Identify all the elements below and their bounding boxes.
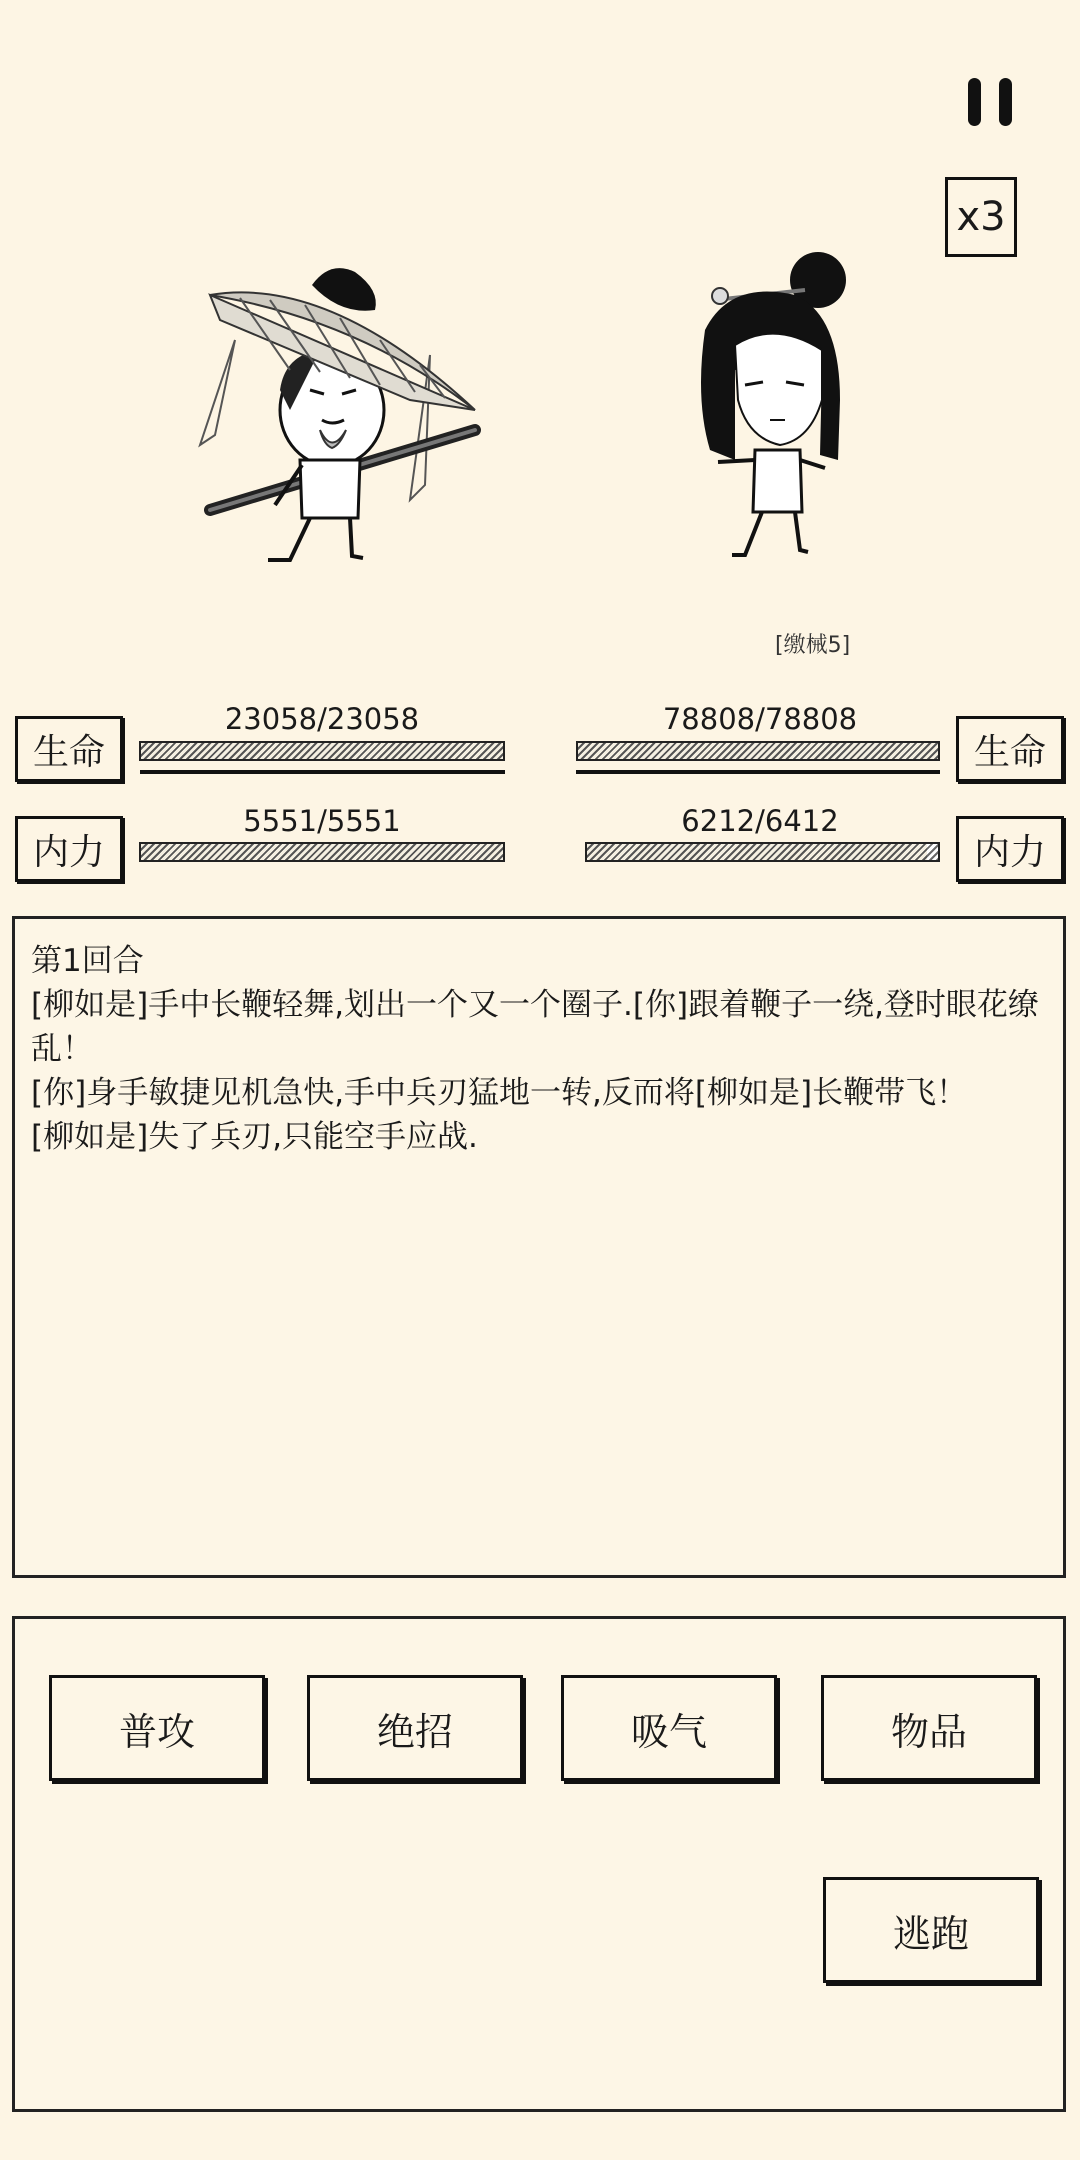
attack-button[interactable]: 普攻 [49, 1675, 265, 1781]
pause-button[interactable] [968, 78, 1012, 128]
player-mp-bar [139, 842, 505, 862]
action-panel [12, 1616, 1066, 2112]
speed-button[interactable]: x3 [945, 177, 1017, 257]
enemy-mp-label: 内力 [956, 816, 1064, 882]
enemy-hp-label: 生命 [956, 716, 1064, 782]
log-line: 第1回合 [31, 943, 144, 979]
flee-button[interactable]: 逃跑 [823, 1877, 1039, 1983]
player-hp-bar [139, 741, 505, 761]
enemy-character [690, 250, 870, 560]
player-hp-label: 生命 [15, 716, 123, 782]
enemy-debuff-label: [缴械5] [775, 633, 851, 658]
breathe-button[interactable]: 吸气 [561, 1675, 777, 1781]
log-line: [柳如是]手中长鞭轻舞,划出一个又一个圈子.[你]跟着鞭子一绕,登时眼花缭乱！ [31, 987, 1039, 1067]
enemy-mp-value: 6212/6412 [681, 804, 839, 838]
enemy-mp-fill [587, 844, 927, 860]
player-mp-label: 内力 [15, 816, 123, 882]
player-hp-value: 23058/23058 [224, 702, 420, 736]
player-character [180, 260, 500, 570]
enemy-mp-bar [585, 842, 940, 862]
battle-log[interactable] [12, 916, 1066, 1578]
enemy-hp-value: 78808/78808 [662, 702, 858, 736]
log-line: [你]身手敏捷见机急快,手中兵刃猛地一转,反而将[柳如是]长鞭带飞！ [31, 1075, 968, 1111]
skill-button[interactable]: 绝招 [307, 1675, 523, 1781]
player-hp-fill [141, 743, 503, 759]
pause-icon [968, 78, 981, 126]
player-mp-fill [141, 844, 503, 860]
log-line: [柳如是]失了兵刃,只能空手应战. [31, 1119, 478, 1155]
enemy-hp-fill [578, 743, 938, 759]
enemy-hp-bar [576, 741, 940, 761]
player-mp-value: 5551/5551 [243, 804, 401, 838]
items-button[interactable]: 物品 [821, 1675, 1037, 1781]
